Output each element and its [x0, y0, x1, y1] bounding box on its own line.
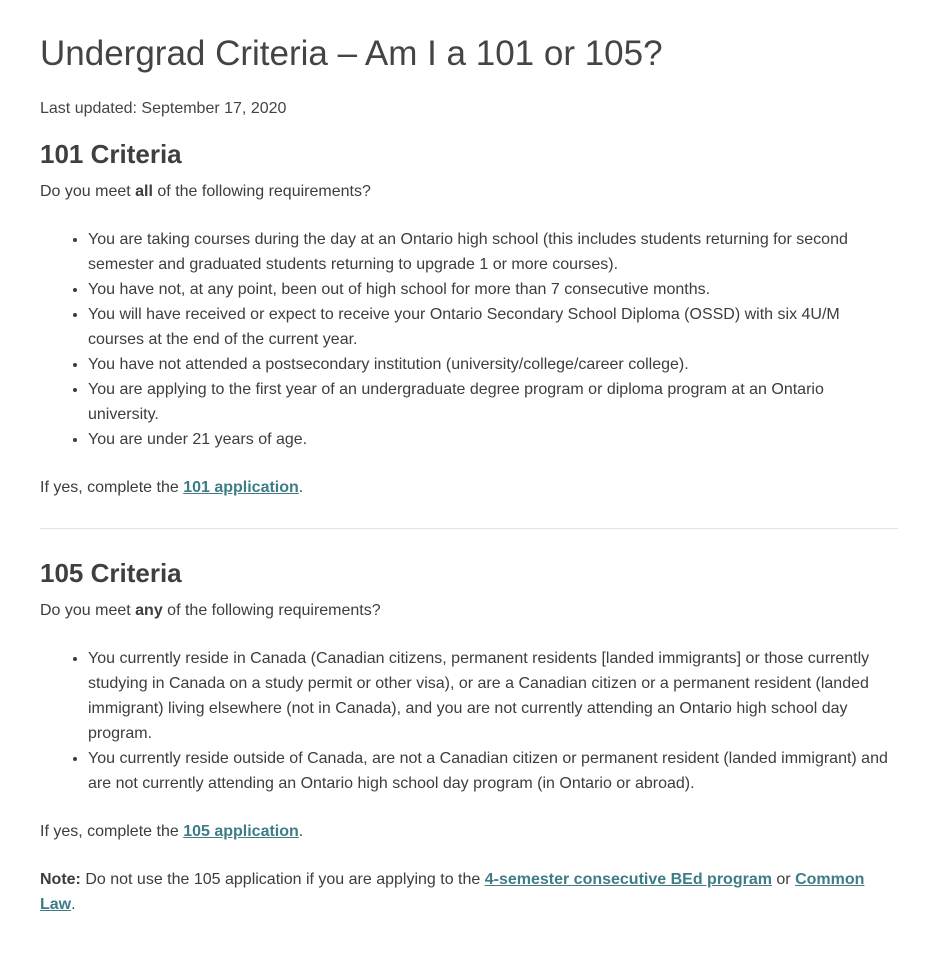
requirement-item: • You have not attended a postsecondary institution (university/college/career college).: [88, 352, 898, 377]
section-105-cta: [40, 819, 898, 844]
note-text: Do not use the 105 application if you are applying to the: [80, 871, 485, 888]
section-101-heading: 101 Criteria: [40, 139, 182, 169]
section-105-heading: 105 Criteria: [40, 558, 182, 588]
note-paragraph: [40, 867, 898, 917]
intro-text: Do you meet: [40, 602, 136, 619]
section-101: [40, 137, 898, 500]
note-text: or: [771, 871, 796, 888]
note-label: Note:: [40, 871, 81, 888]
section-101-cta: [40, 475, 898, 500]
intro-emphasis: any: [135, 602, 163, 619]
intro-text: of the following requirements?: [152, 183, 371, 200]
section-divider: [40, 528, 898, 529]
intro-text: of the following requirements?: [162, 602, 381, 619]
note-text: .: [71, 896, 76, 913]
cta-text: .: [298, 823, 304, 840]
intro-emphasis: all: [135, 183, 153, 200]
requirement-item: • You are under 21 years of age.: [88, 427, 898, 452]
section-105-intro: [40, 598, 898, 623]
cta-text: If yes, complete the: [40, 823, 184, 840]
application-101-link[interactable]: 101 application: [183, 479, 299, 496]
intro-text: Do you meet: [40, 183, 136, 200]
section-105-requirements: [40, 646, 898, 796]
cta-text: If yes, complete the: [40, 479, 184, 496]
section-101-intro: [40, 179, 898, 204]
requirement-item: • You currently reside in Canada (Canadian citizens, permanent residents [landed immigrants] or those currently studying in Canada on a study permit or other visa), or are a Canadian citizen or a permanent resident (landed immigrant) living elsewhere (not in Canada), and you are not currently attending an Ontario high school day program.: [88, 646, 898, 746]
requirement-item: • You are applying to the first year of an undergraduate degree program or diploma program at an Ontario university.: [88, 377, 898, 427]
bed-program-link[interactable]: 4-semester consecutive BEd program: [484, 871, 772, 888]
requirement-item: • You will have received or expect to receive your Ontario Secondary School Diploma (OSSD) with six 4U/M courses at the end of the current year.: [88, 302, 898, 352]
application-105-link[interactable]: 105 application: [183, 823, 299, 840]
page-title: Undergrad Criteria – Am I a 101 or 105?: [40, 34, 663, 73]
cta-text: .: [298, 479, 304, 496]
requirement-item: • You are taking courses during the day at an Ontario high school (this includes students returning for second semester and graduated students returning to upgrade 1 or more courses).: [88, 227, 898, 277]
requirement-item: • You have not, at any point, been out of high school for more than 7 consecutive months.: [88, 277, 898, 302]
requirement-item: • You currently reside outside of Canada, are not a Canadian citizen or permanent resident (landed immigrant) and are not currently attending an Ontario high school day program (in Ontario or abroad).: [88, 746, 898, 796]
section-105: [40, 556, 898, 917]
section-101-requirements: [40, 227, 898, 452]
common-law-link[interactable]: Common Law: [40, 871, 865, 913]
last-updated: Last updated: September 17, 2020: [40, 100, 287, 117]
